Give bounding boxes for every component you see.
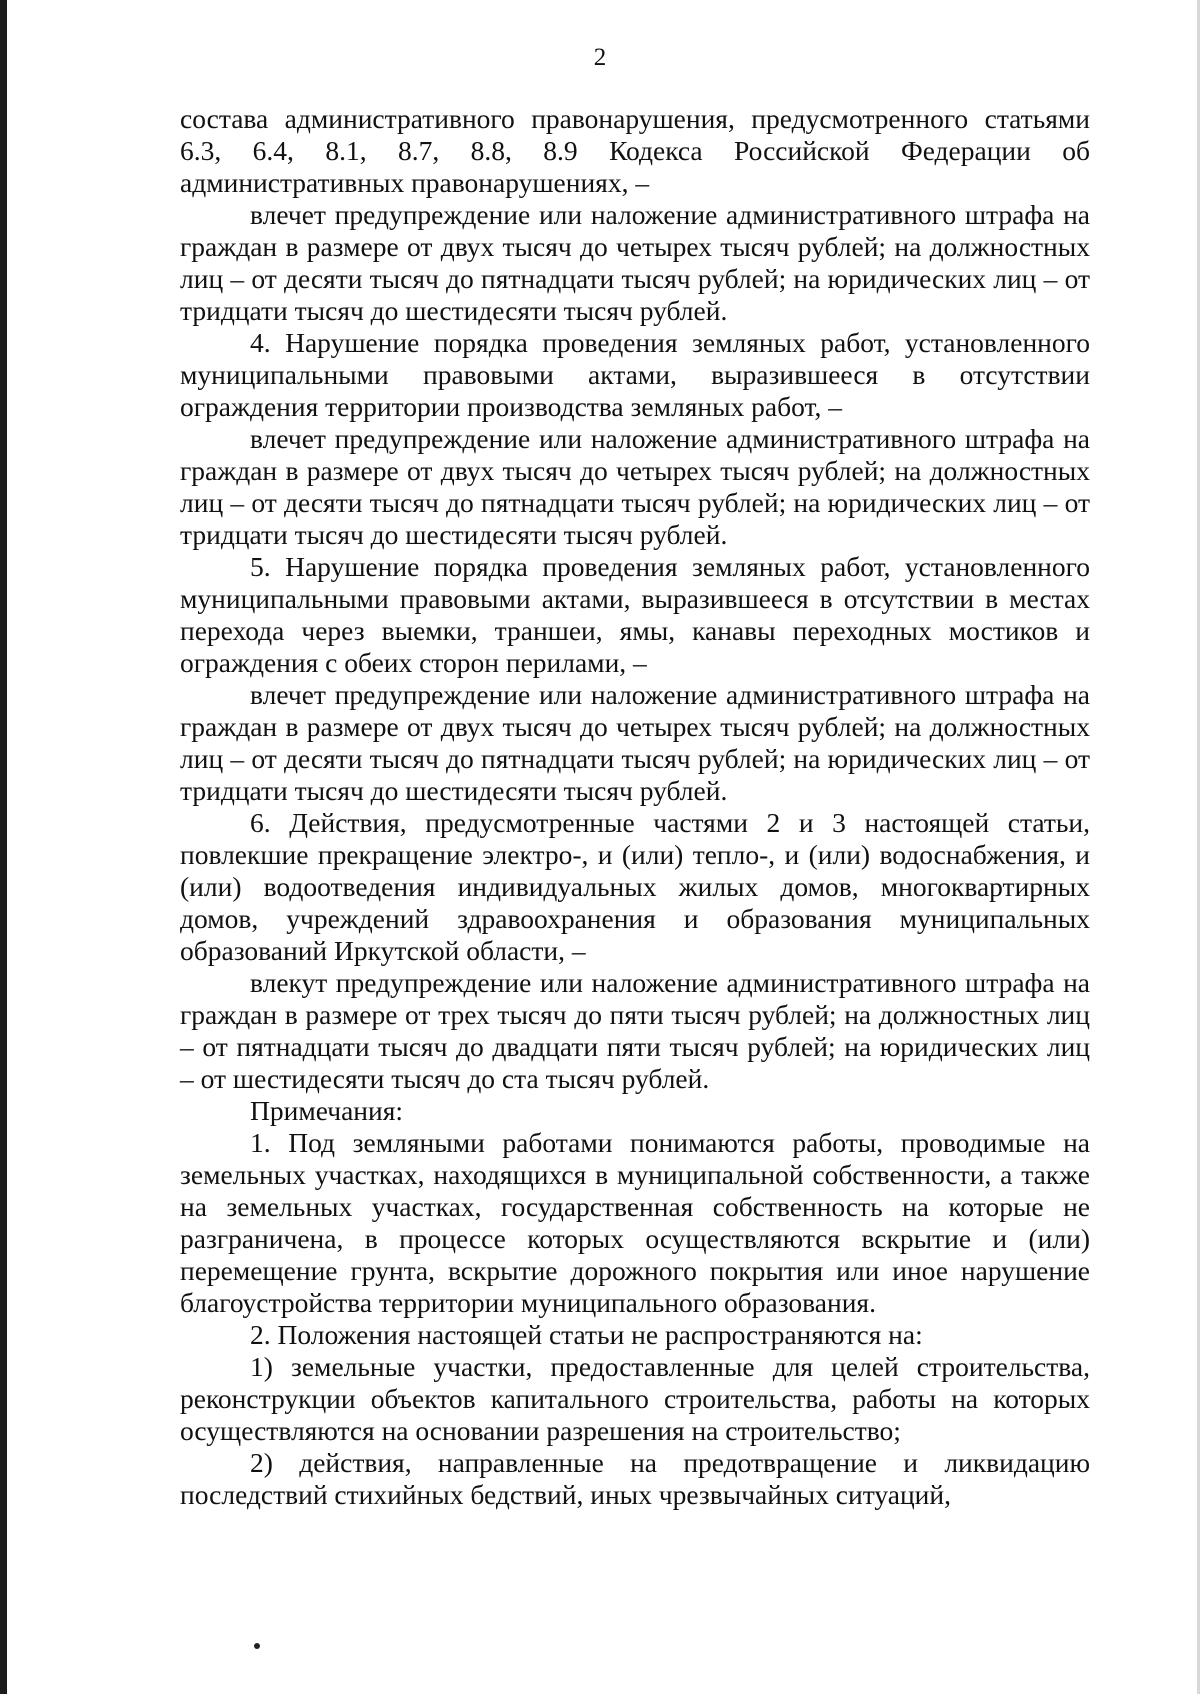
paragraph-penalty: влечет предупреждение или наложение административного штрафа на граждан в размере от двух тысяч до четырех тысяч рублей; на должностных лиц – от десяти тысяч до пятнадцати тысяч рублей; на юридических лиц – от тридцати тысяч до шестидесяти тысяч рублей. xyxy=(180,679,1090,806)
note-2-subitem-1: 1) земельные участки, предоставленные для целей строительства, реконструкции объектов капитального строительства, работы на которых осуществляются на основании разрешения на строительство; xyxy=(180,1351,1090,1446)
notes-heading: Примечания: xyxy=(250,1095,404,1126)
paragraph-penalty: влечет предупреждение или наложение административного штрафа на граждан в размере от двух тысяч до четырех тысяч рублей; на должностных лиц – от десяти тысяч до пятнадцати тысяч рублей; на юридических лиц – от тридцати тысяч до шестидесяти тысяч рублей. xyxy=(180,423,1090,550)
paragraph-item-6: 6. Действия, предусмотренные частями 2 и 3 настоящей статьи, повлекшие прекращение электро-, и (или) тепло-, и (или) водоснабжения, и (или) водоотведения индивидуальных жилых домов, многоквартирных домов, учреждений здравоохранения и образования муниципальных образований Иркутской области, – xyxy=(180,807,1090,966)
note-2-subitem-2: 2) действия, направленные на предотвращение и ликвидацию последствий стихийных бедствий, иных чрезвычайных ситуаций, xyxy=(180,1447,1090,1510)
note-1: 1. Под земляными работами понимаются работы, проводимые на земельных участках, находящихся в муниципальной собственности, а также на земельных участках, государственная собственность на которые не разграничена, в процессе которых осуществляются вскрытие и (или) перемещение грунта, вскрытие дорожного покрытия или иное нарушение благоустройства территории муниципального образования. xyxy=(180,1127,1090,1318)
scan-left-edge xyxy=(0,0,7,1694)
scan-speck xyxy=(254,1643,260,1649)
paragraph-penalty: влечет предупреждение или наложение административного штрафа на граждан в размере от двух тысяч до четырех тысяч рублей; на должностных лиц – от десяти тысяч до пятнадцати тысяч рублей; на юридических лиц – от тридцати тысяч до шестидесяти тысяч рублей. xyxy=(180,199,1090,326)
paragraph-item-5: 5. Нарушение порядка проведения земляных работ, установленного муниципальными правовыми актами, выразившееся в отсутствии в местах перехода через выемки, траншеи, ямы, канавы переходных мостиков и ограждения с обеих сторон перилами, – xyxy=(180,551,1090,678)
paragraph-penalty: влекут предупреждение или наложение административного штрафа на граждан в размере от трех тысяч до пяти тысяч рублей; на должностных лиц – от пятнадцати тысяч до двадцати пяти тысяч рублей; на юридических лиц – от шестидесяти тысяч до ста тысяч рублей. xyxy=(180,967,1090,1094)
note-2: 2. Положения настоящей статьи не распространяются на: xyxy=(250,1319,923,1350)
paragraph-item-4: 4. Нарушение порядка проведения земляных работ, установленного муниципальными правовыми актами, выразившееся в отсутствии ограждения территории производства земляных работ, – xyxy=(180,327,1090,422)
document-body xyxy=(180,103,1090,1511)
paragraph-continuation: состава административного правонарушения, предусмотренного статьями 6.3, 6.4, 8.1, 8.7, 8.8, 8.9 Кодекса Российской Федерации об административных правонарушениях, – xyxy=(180,103,1090,198)
page-number: 2 xyxy=(593,44,607,71)
